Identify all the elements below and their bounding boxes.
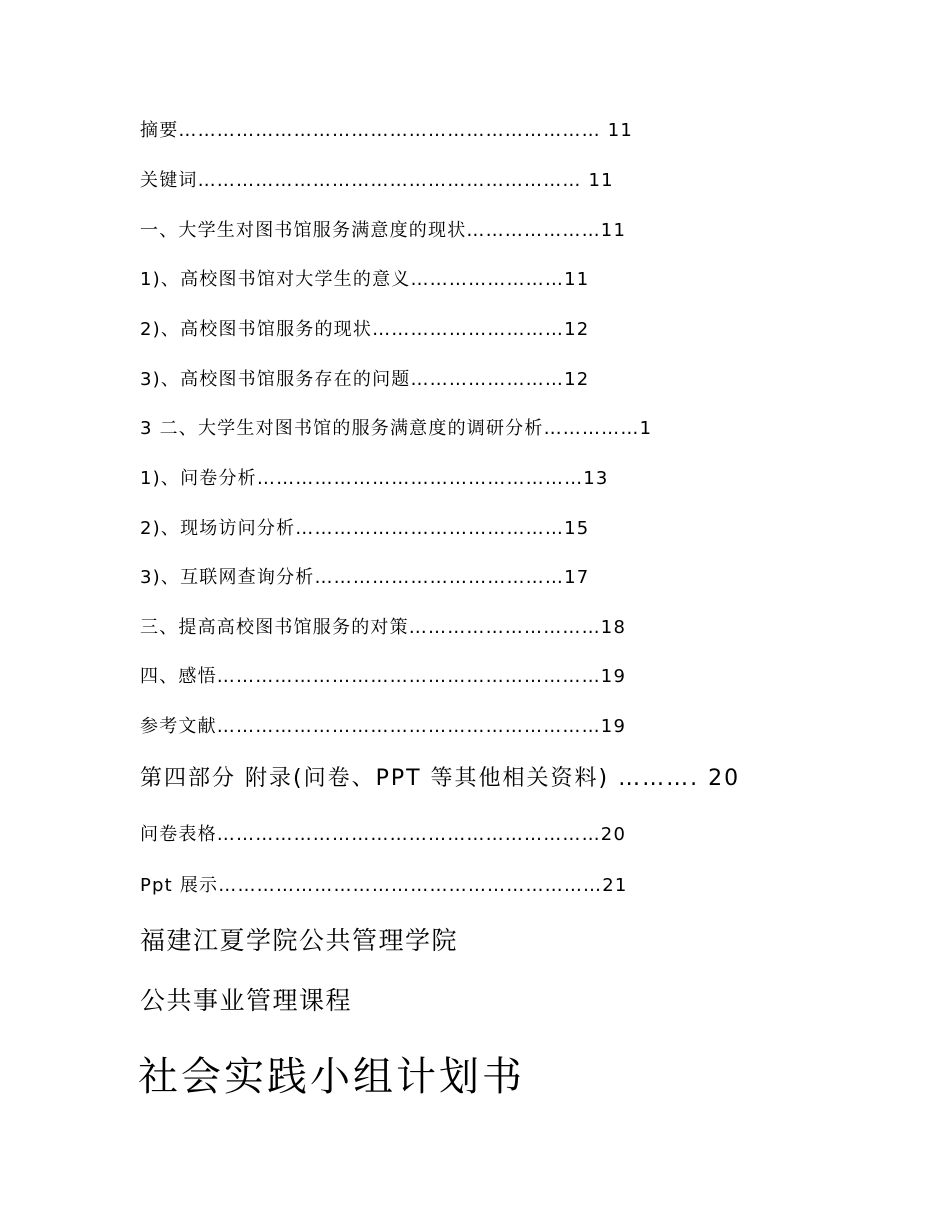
toc-entry-section-2-3: 3)、互联网查询分析…………………………………17 bbox=[140, 567, 590, 588]
toc-entry-section-3: 三、提高高校图书馆服务的对策…………………………18 bbox=[140, 617, 627, 638]
toc-entry-section-4: 四、感悟……………………………………………………19 bbox=[140, 666, 627, 687]
toc-entry-keywords: 关键词…………………………………………………… 11 bbox=[140, 170, 614, 191]
document-title: 社会实践小组计划书 bbox=[138, 1054, 525, 1100]
toc-entry-part-4-appendix: 第四部分 附录(问卷、PPT 等其他相关资料) ………. 20 bbox=[140, 766, 741, 791]
college-name: 福建江夏学院公共管理学院 bbox=[140, 926, 459, 955]
toc-entry-section-2-1: 1)、问卷分析……………………………………………13 bbox=[140, 468, 609, 489]
toc-entry-references: 参考文献……………………………………………………19 bbox=[140, 716, 627, 737]
toc-entry-section-2-2: 2)、现场访问分析……………………………………15 bbox=[140, 518, 590, 539]
toc-entry-abstract: 摘要………………………………………………………… 11 bbox=[140, 120, 634, 141]
toc-entry-section-1-3: 3)、高校图书馆服务存在的问题……………………12 bbox=[140, 369, 590, 390]
course-name: 公共事业管理课程 bbox=[140, 986, 353, 1015]
toc-entry-section-1-2: 2)、高校图书馆服务的现状…………………………12 bbox=[140, 319, 590, 340]
toc-entry-section-2: 3 二、大学生对图书馆的服务满意度的调研分析……………1 bbox=[140, 418, 653, 439]
toc-entry-section-1: 一、大学生对图书馆服务满意度的现状…………………11 bbox=[140, 220, 627, 241]
toc-entry-ppt-display: Ppt 展示……………………………………………………21 bbox=[140, 875, 628, 896]
toc-entry-section-1-1: 1)、高校图书馆对大学生的意义……………………11 bbox=[140, 269, 590, 290]
toc-entry-questionnaire-table: 问卷表格……………………………………………………20 bbox=[140, 824, 627, 845]
